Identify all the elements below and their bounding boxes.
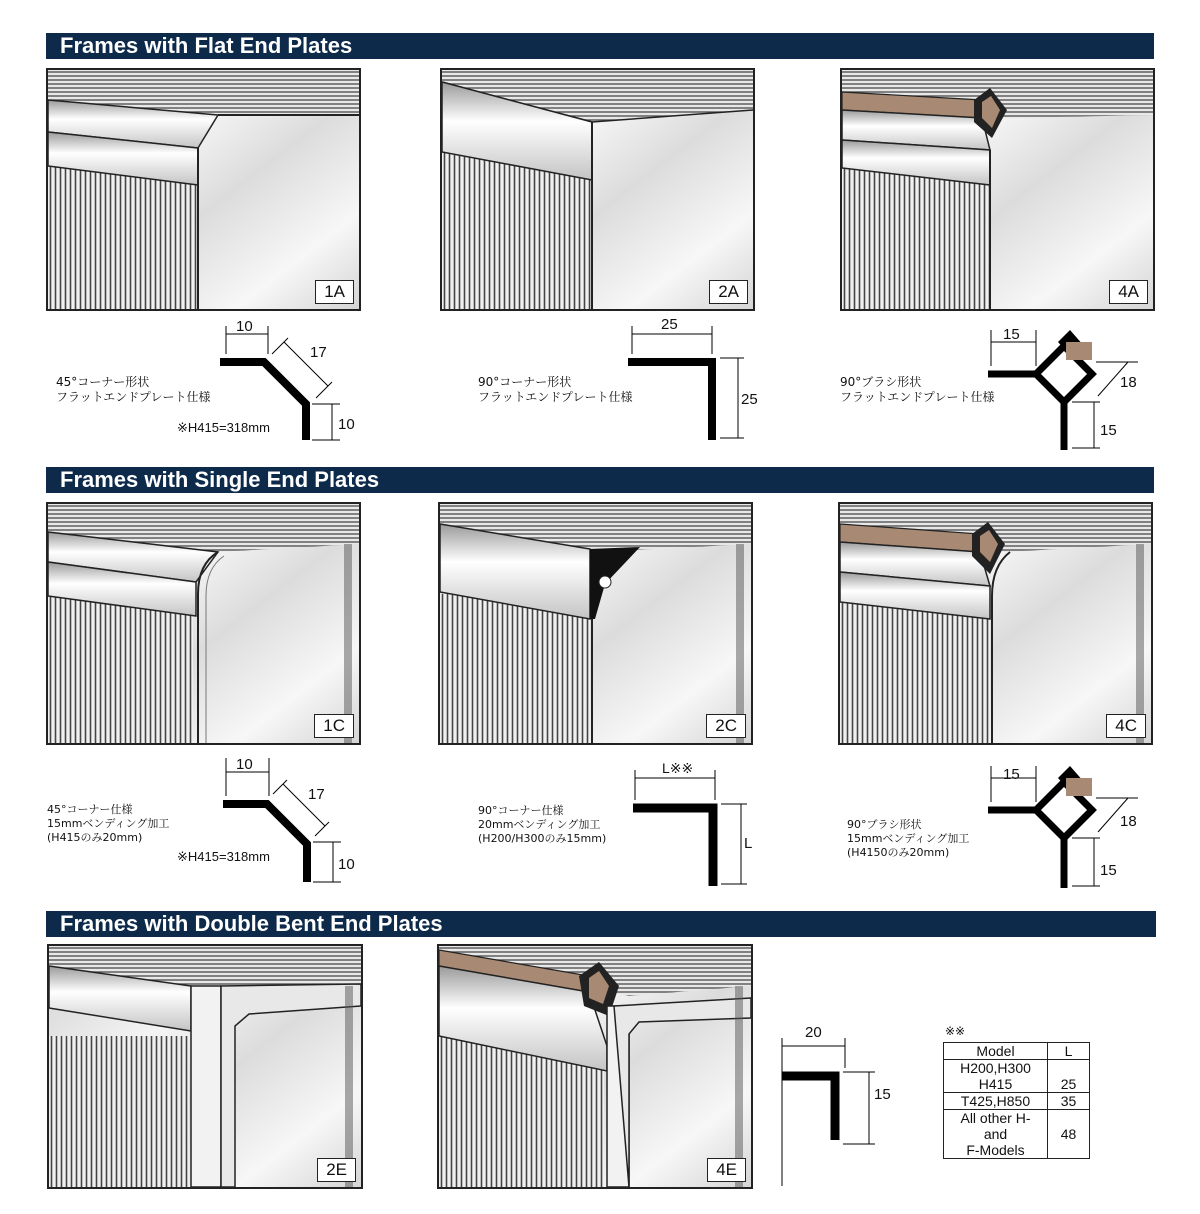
description-2c: 90°コーナー仕様 20mmベンディング加工 (H200/H300のみ15mm) bbox=[478, 804, 607, 845]
profile-2a bbox=[628, 318, 748, 443]
description-2a: 90°コーナー形状 フラットエンドプレート仕様 bbox=[478, 375, 633, 404]
note-1a: ※H415=318mm bbox=[177, 420, 270, 435]
description-4a: 90°ブラシ形状 フラットエンドプレート仕様 bbox=[840, 375, 995, 404]
frame-panel-1a bbox=[46, 68, 361, 311]
panel-code-1c: 1C bbox=[314, 714, 354, 738]
table-header-model: Model bbox=[944, 1043, 1048, 1060]
table-row bbox=[944, 1110, 1090, 1159]
frame-panel-2c bbox=[438, 502, 753, 745]
dim-4c-top: 15 bbox=[1003, 766, 1020, 783]
table-cell-l: 35 bbox=[1048, 1093, 1090, 1110]
table-cell-model: T425,H850 bbox=[944, 1093, 1048, 1110]
model-l-table bbox=[943, 1042, 1090, 1159]
table-header-l: L bbox=[1048, 1043, 1090, 1060]
dim-2a-side: 25 bbox=[741, 391, 758, 408]
frame-illustration-2a bbox=[442, 70, 753, 309]
dim-e-side: 15 bbox=[874, 1086, 891, 1103]
frame-illustration-4c bbox=[840, 504, 1151, 743]
table-cell-model: All other H- and F-Models bbox=[944, 1110, 1048, 1159]
dim-4a-diag: 18 bbox=[1120, 374, 1137, 391]
dim-2c-top: L※※ bbox=[662, 760, 694, 776]
table-marker: ※※ bbox=[945, 1024, 966, 1038]
panel-code-2e: 2E bbox=[317, 1158, 356, 1182]
section-header-flat: Frames with Flat End Plates bbox=[46, 33, 1154, 59]
frame-panel-2e bbox=[47, 944, 363, 1189]
description-1a: 45°コーナー形状 フラットエンドプレート仕様 bbox=[56, 375, 211, 404]
dim-4c-side: 15 bbox=[1100, 862, 1117, 879]
table-cell-model: H200,H300 H415 bbox=[944, 1060, 1048, 1093]
dim-1a-diag: 17 bbox=[310, 344, 327, 361]
description-1c: 45°コーナー仕様 15mmベンディング加工 (H415のみ20mm) bbox=[47, 803, 170, 844]
profile-2c bbox=[633, 760, 753, 890]
frame-illustration-4a bbox=[842, 70, 1153, 309]
frame-panel-4e bbox=[437, 944, 753, 1189]
table-row bbox=[944, 1093, 1090, 1110]
frame-panel-2a bbox=[440, 68, 755, 311]
description-4c: 90°ブラシ形状 15mmベンディング加工 (H4150のみ20mm) bbox=[847, 818, 970, 859]
dim-1c-diag: 17 bbox=[308, 786, 325, 803]
profile-e bbox=[775, 1030, 895, 1190]
frame-illustration-1a bbox=[48, 70, 359, 309]
panel-code-4e: 4E bbox=[707, 1158, 746, 1182]
panel-code-2c: 2C bbox=[706, 714, 746, 738]
frame-panel-4a bbox=[840, 68, 1155, 311]
panel-code-1a: 1A bbox=[315, 280, 354, 304]
note-1c: ※H415=318mm bbox=[177, 849, 270, 864]
dim-1a-side: 10 bbox=[338, 416, 355, 433]
dim-1c-top: 10 bbox=[236, 756, 253, 773]
frame-illustration-1c bbox=[48, 504, 359, 743]
panel-code-2a: 2A bbox=[709, 280, 748, 304]
dim-2c-side: L bbox=[744, 835, 753, 852]
dim-1a-top: 10 bbox=[236, 318, 253, 335]
section-header-single: Frames with Single End Plates bbox=[46, 467, 1154, 493]
frame-panel-4c bbox=[838, 502, 1153, 745]
frame-panel-1c bbox=[46, 502, 361, 745]
dim-4a-top: 15 bbox=[1003, 326, 1020, 343]
table-cell-l: 25 bbox=[1048, 1060, 1090, 1093]
table-row bbox=[944, 1060, 1090, 1093]
frame-illustration-2c bbox=[440, 504, 751, 743]
dim-4c-diag: 18 bbox=[1120, 813, 1137, 830]
frame-illustration-4e bbox=[439, 946, 751, 1187]
dim-e-top: 20 bbox=[805, 1024, 822, 1041]
section-header-double: Frames with Double Bent End Plates bbox=[46, 911, 1156, 937]
panel-code-4c: 4C bbox=[1106, 714, 1146, 738]
dim-1c-side: 10 bbox=[338, 856, 355, 873]
panel-code-4a: 4A bbox=[1109, 280, 1148, 304]
frame-illustration-2e bbox=[49, 946, 361, 1187]
table-cell-l: 48 bbox=[1048, 1110, 1090, 1159]
dim-2a-top: 25 bbox=[661, 316, 678, 333]
dim-4a-side: 15 bbox=[1100, 422, 1117, 439]
table-header-row bbox=[944, 1043, 1090, 1060]
